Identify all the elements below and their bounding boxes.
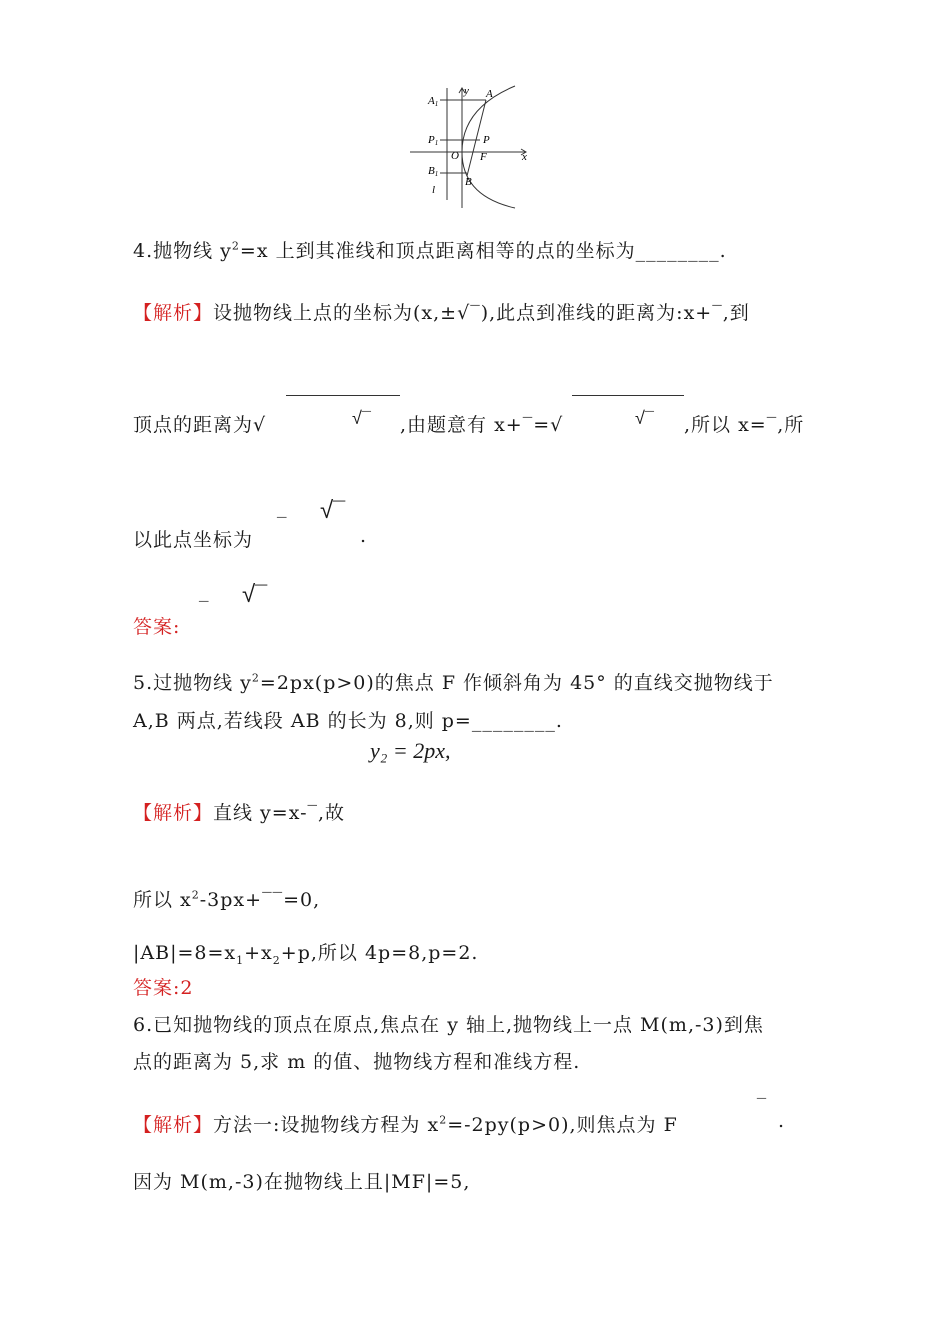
answer-5: [133, 973, 194, 1000]
question-6-line-2: 点的距离为 5,求 m 的值、抛物线方程和准线方程.: [133, 1051, 581, 1073]
sol5-sup: 2: [191, 888, 200, 902]
sol4-line3-dash: ‒: [276, 506, 288, 527]
sol5-sub2: 2: [272, 953, 281, 967]
sol6-sup: 2: [439, 1113, 448, 1127]
question-4: [133, 236, 727, 263]
label-p: P: [483, 134, 490, 146]
parabola-figure: [400, 80, 535, 215]
answer-4-sqrt: √‾: [242, 580, 268, 608]
sol5-line3c: +p,所以 4p=8,p=2.: [280, 942, 479, 964]
sol6-line1b: =-2py(p>0),则焦点为 F: [447, 1114, 678, 1136]
q4-sup: 2: [231, 239, 240, 253]
solution-5-line-2: [133, 885, 320, 912]
solution-5-text-1: 直线 y=x-‾,故: [213, 802, 346, 824]
sol5-sub1: 1: [236, 953, 245, 967]
label-b: B: [465, 176, 472, 188]
sol5-line2a: 所以 x: [133, 889, 192, 911]
sol4-line2e-text: ,所以 x=‾,所: [684, 414, 805, 436]
sqrt-overline-2: [572, 395, 684, 396]
solution-4-line-2: [133, 410, 266, 437]
answer-5-label: 答案:: [133, 977, 181, 999]
label-a: A: [486, 88, 493, 100]
solution-4-tag: 【解析】: [133, 302, 214, 324]
label-l: l: [432, 184, 436, 196]
label-x: x: [522, 151, 527, 163]
label-y: y: [464, 85, 469, 97]
q5-line1a: 5.过抛物线 y: [133, 672, 252, 694]
q5-sup: 2: [251, 671, 260, 685]
sol5-line3b: +x: [244, 942, 273, 964]
sqrt-overline-1: [286, 395, 400, 396]
solution-5-line-3: [133, 938, 478, 967]
answer-4-label: 答案:: [133, 616, 181, 638]
sol5-line3a: |AB|=8=x: [133, 942, 237, 964]
q5-line1b: =2px(p>0)的焦点 F 作倾斜角为 45° 的直线交抛物线于: [259, 672, 774, 694]
q5-formula: y₂ = 2px,: [370, 738, 451, 763]
sol4-line3-sqrt: √‾: [320, 496, 346, 524]
solution-4-line-3: [133, 525, 253, 552]
question-5-line-2: A,B 两点,若线段 AB 的长为 8,则 p=________.: [133, 710, 563, 732]
parabola-curve: [462, 86, 515, 208]
solution-4-text-1: 设抛物线上点的坐标为(x,±√‾),此点到准线的距离为:x+‾,到: [213, 302, 750, 324]
label-a1: A1: [428, 95, 439, 108]
sol4-line2a: 顶点的距离为√: [133, 414, 267, 436]
label-o: O: [451, 150, 459, 162]
label-b1: B1: [428, 165, 439, 178]
question-6-line-1: 6.已知抛物线的顶点在原点,焦点在 y 轴上,抛物线上一点 M(m,-3)到焦: [133, 1014, 764, 1036]
sol4-line2c-text: ,由题意有 x+‾=√: [400, 414, 564, 436]
answer-5-value: 2: [180, 977, 194, 999]
label-f: F: [480, 151, 487, 163]
question-5-line-1: [133, 668, 774, 695]
sol6-line1a: 方法一:设抛物线方程为 x: [213, 1114, 440, 1136]
sol4-line2c: [400, 410, 563, 437]
solution-5-line-1: [133, 798, 345, 825]
sol4-line2d: √‾: [635, 408, 654, 429]
label-p1: P1: [428, 134, 439, 147]
solution-6-line-1: [133, 1110, 678, 1137]
solution-6-line-2: 因为 M(m,-3)在抛物线上且|MF|=5,: [133, 1171, 471, 1193]
sol4-line3-end: .: [360, 525, 368, 547]
sol5-line2b: -3px+‾‾=0,: [199, 889, 321, 911]
sol4-line2b: √‾: [352, 408, 371, 429]
q4-text-a: 4.抛物线 y: [133, 240, 232, 262]
q4-text-b: =x 上到其准线和顶点距离相等的点的坐标为________.: [239, 240, 727, 262]
sol4-line3-text: 以此点坐标为: [133, 529, 254, 551]
sol6-line1-bar: ‾: [757, 1095, 766, 1116]
sol4-line2e: [684, 410, 804, 437]
answer-4-dash: ‒: [198, 590, 210, 611]
sol6-line1-end: .: [778, 1110, 786, 1132]
solution-6-tag: 【解析】: [133, 1114, 214, 1136]
solution-4-line-1: [133, 298, 750, 325]
solution-5-tag: 【解析】: [133, 802, 214, 824]
